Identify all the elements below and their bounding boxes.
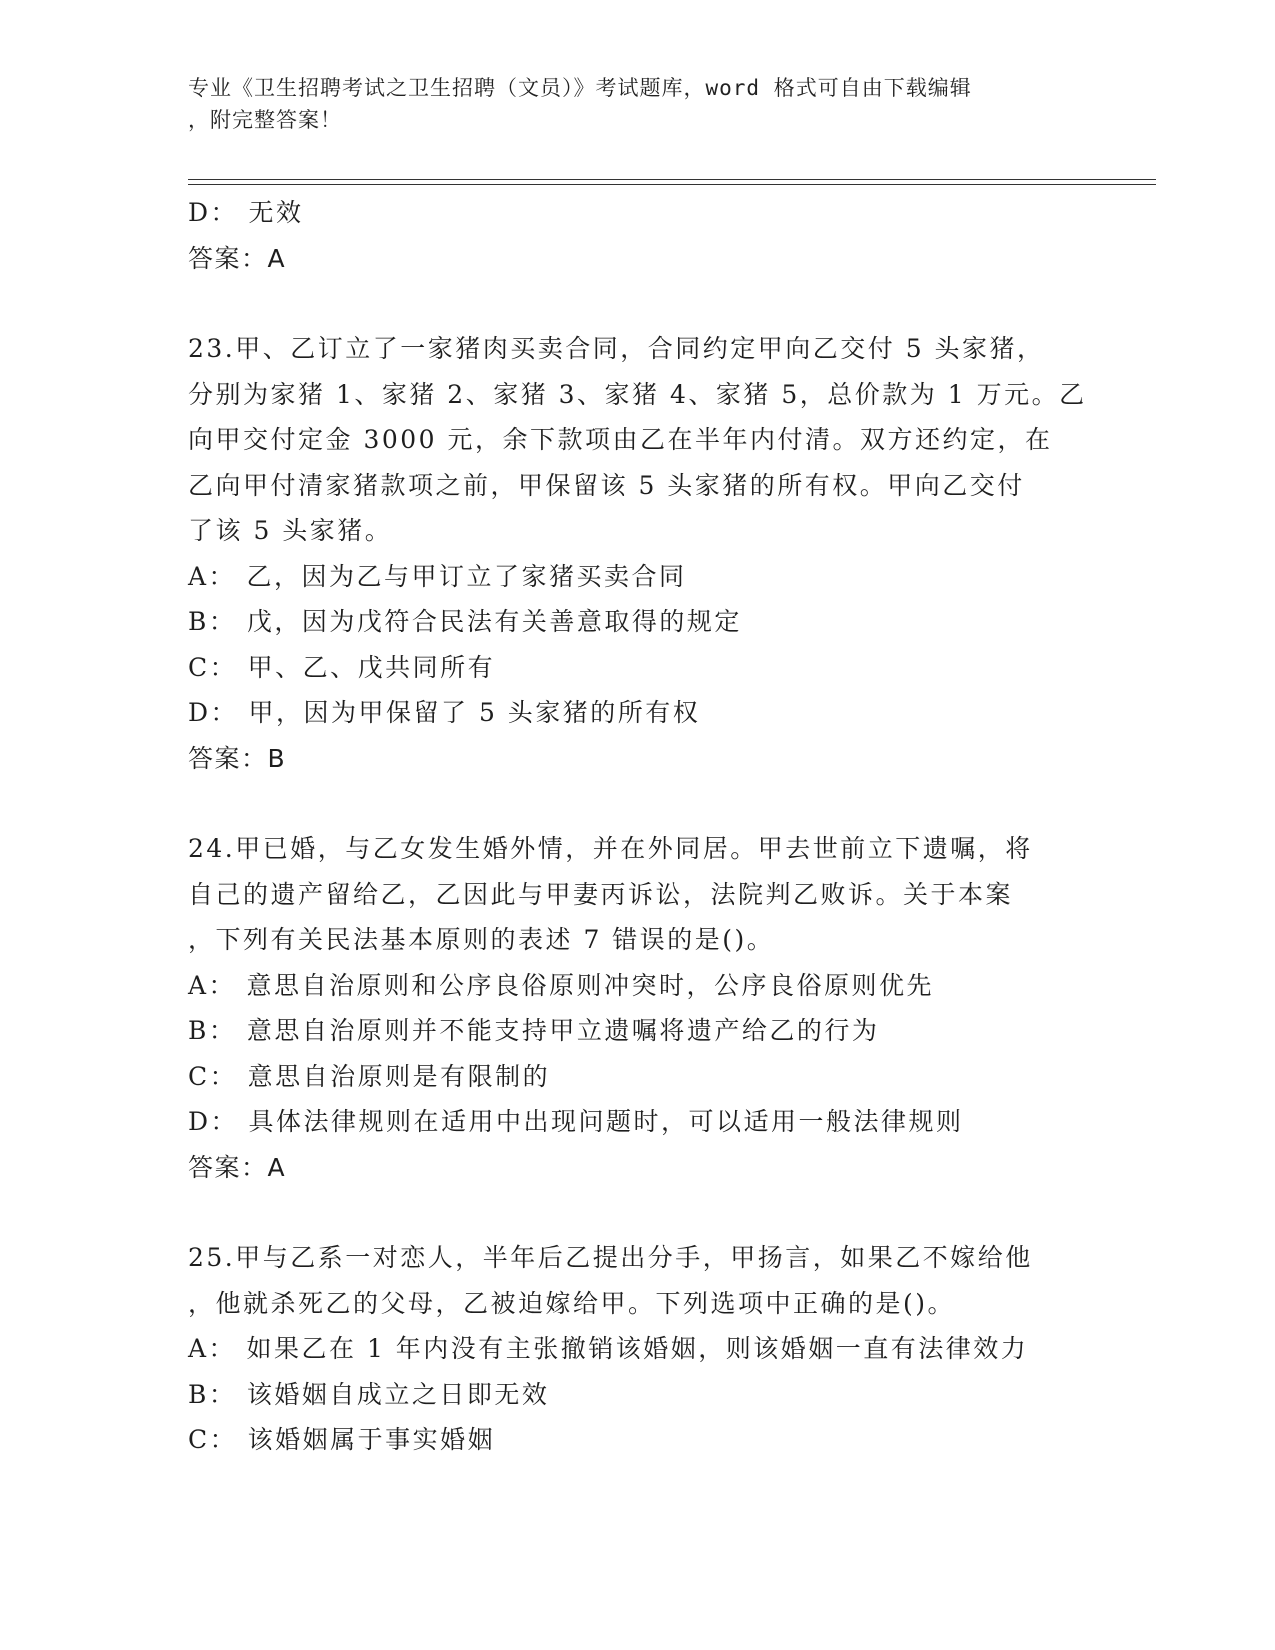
option-c: C： 甲、乙、戊共同所有 [188,652,496,682]
question-text-line: ，他就杀死乙的父母，乙被迫嫁给甲。下列选项中正确的是()。 [188,1288,956,1318]
question-text-line: 乙向甲付清家猪款项之前，甲保留该 5 头家猪的所有权。甲向乙交付 [188,470,1025,500]
question-text-line: 25.甲与乙系一对恋人，半年后乙提出分手，甲扬言，如果乙不嫁给他 [188,1243,1033,1272]
prev-answer: 答案：A [188,243,287,273]
header-line-1: 专业《卫生招聘考试之卫生招聘（文员）》考试题库，word 格式可自由下载编辑 [188,76,972,100]
option-a: A： 意思自治原则和公序良俗原则冲突时，公序良俗原则优先 [188,970,935,1000]
question-24 [188,826,1088,1190]
answer-23: 答案：B [188,743,287,773]
question-text-line: 24.甲已婚，与乙女发生婚外情，并在外同居。甲去世前立下遗嘱，将 [188,834,1033,863]
option-d: D： 甲，因为甲保留了 5 头家猪的所有权 [188,698,701,727]
header-divider-top [188,179,1156,180]
option-b: B： 戊，因为戊符合民法有关善意取得的规定 [188,607,742,636]
prev-option-d: D： 无效 [188,198,304,227]
question-23 [188,326,1088,781]
question-text-line: 自己的遗产留给乙，乙因此与甲妻丙诉讼，法院判乙败诉。关于本案 [188,879,1014,909]
question-text-line: 向甲交付定金 3000 元，余下款项由乙在半年内付清。双方还约定，在 [188,425,1053,454]
option-d: D： 具体法律规则在适用中出现问题时，可以适用一般法律规则 [188,1107,964,1136]
option-c: C： 该婚姻属于事实婚姻 [188,1425,496,1454]
question-text-line: ，下列有关民法基本原则的表述 7 错误的是()。 [188,925,775,954]
option-a: A： 如果乙在 1 年内没有主张撤销该婚姻，则该婚姻一直有法律效力 [188,1334,1029,1363]
spacer [188,781,1088,826]
option-a: A： 乙，因为乙与甲订立了家猪买卖合同 [188,561,687,591]
option-b: B： 意思自治原则并不能支持甲立遗嘱将遗产给乙的行为 [188,1016,880,1045]
spacer [188,281,1088,326]
question-25 [188,1235,1088,1463]
option-b: B： 该婚姻自成立之日即无效 [188,1379,550,1409]
header-line-2: ，附完整答案！ [188,108,342,132]
answer-24: 答案：A [188,1152,287,1182]
option-c: C： 意思自治原则是有限制的 [188,1061,551,1091]
spacer [188,1190,1088,1235]
header-divider-bottom [188,184,1156,185]
question-text-line: 23.甲、乙订立了一家猪肉买卖合同，合同约定甲向乙交付 5 头家猪， [188,334,1045,363]
question-text-line: 分别为家猪 1、家猪 2、家猪 3、家猪 4、家猪 5，总价款为 1 万元。乙 [188,379,1087,409]
question-text-line: 了该 5 头家猪。 [188,516,393,545]
document-header [188,72,1078,136]
question-content [188,190,1088,1463]
